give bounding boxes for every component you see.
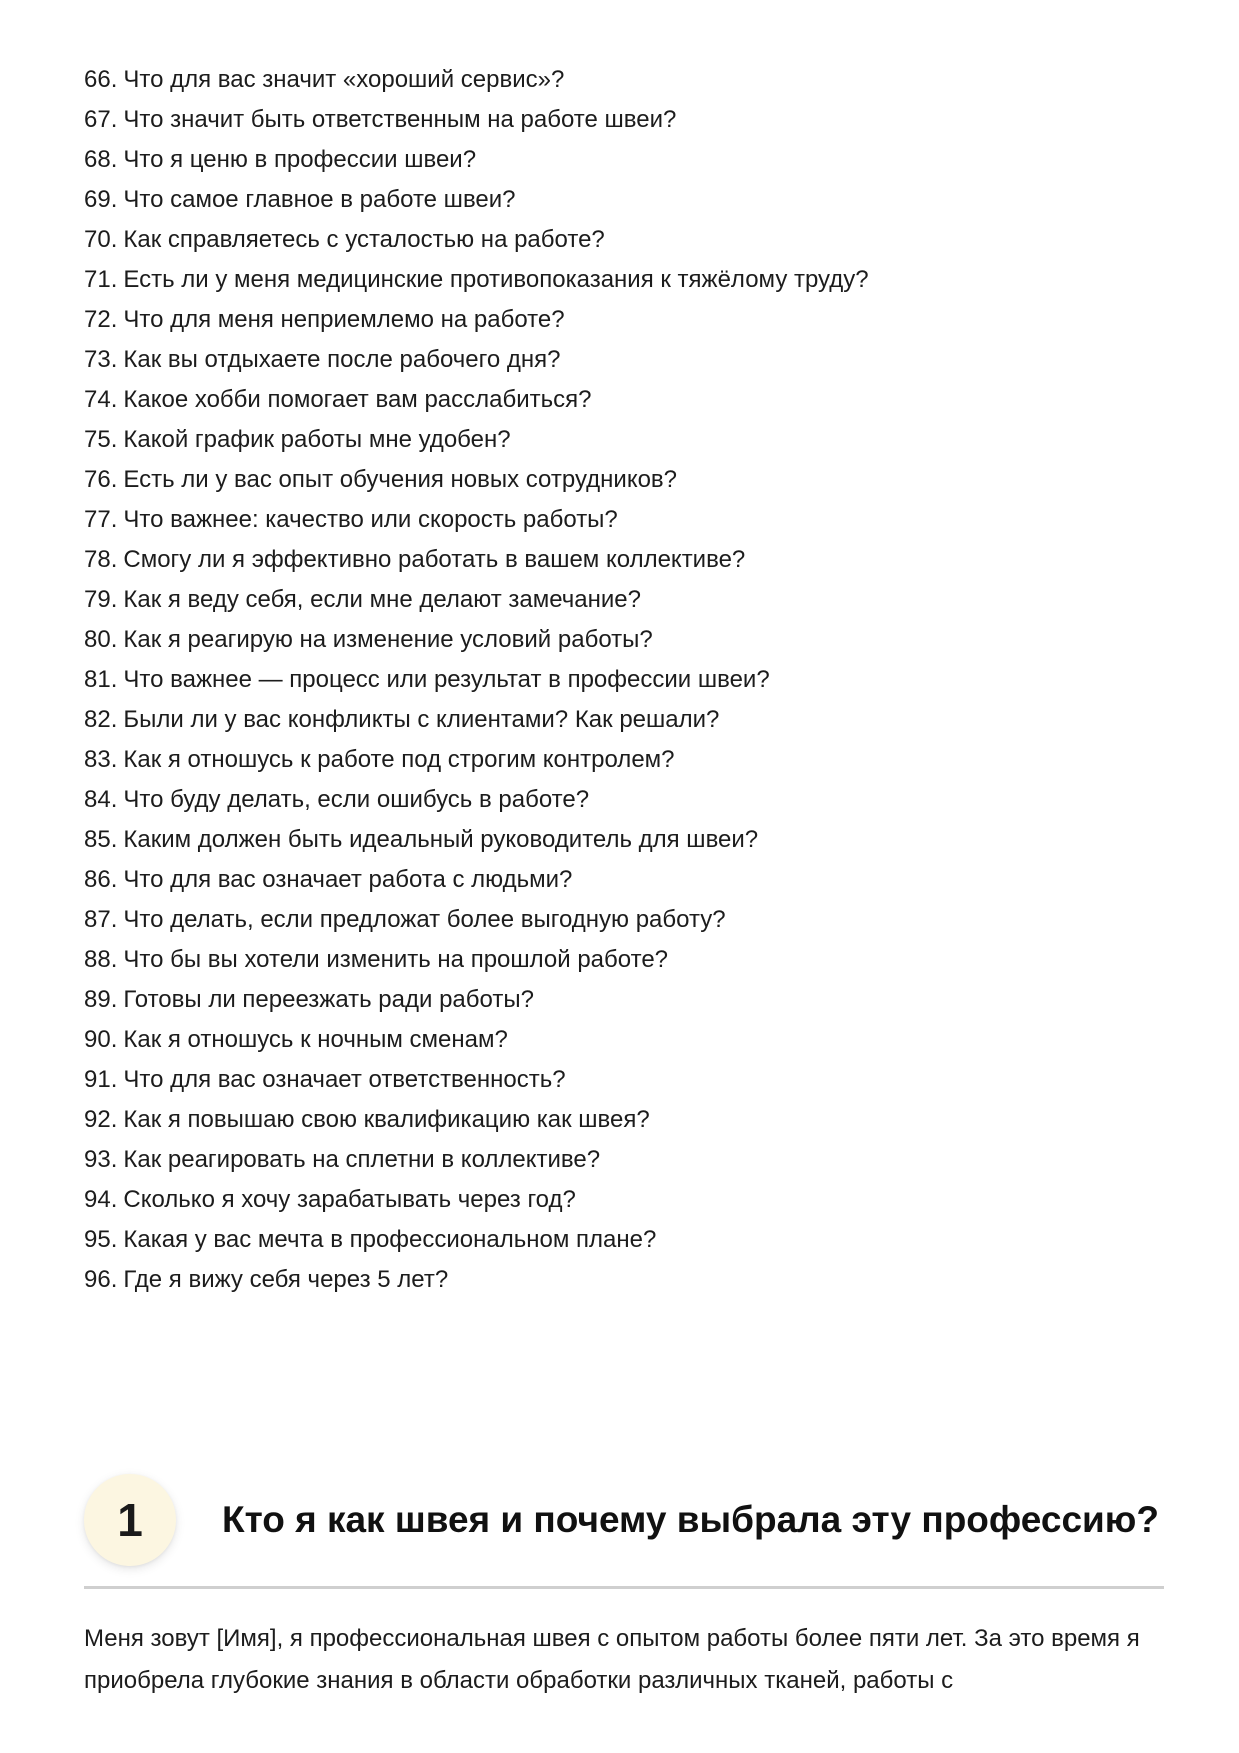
question-item [84, 860, 869, 900]
question-text: Есть ли у вас опыт обучения новых сотрудников? [123, 466, 678, 493]
section-title: Кто я как швея и почему выбрала эту профессию? [222, 1499, 1159, 1540]
question-item [84, 1180, 869, 1220]
question-item [84, 780, 869, 820]
question-number: 78. [84, 546, 118, 573]
question-number: 67. [84, 106, 118, 133]
question-number: 80. [84, 626, 118, 653]
question-list [84, 60, 869, 1300]
question-item [84, 580, 869, 620]
question-text: Готовы ли переезжать ради работы? [123, 986, 534, 1013]
section-number-badge: 1 [84, 1474, 176, 1566]
document-page [84, 0, 1164, 1753]
question-item [84, 60, 869, 100]
question-text: Что значит быть ответственным на работе швеи? [123, 106, 677, 133]
question-number: 81. [84, 666, 118, 693]
intro-paragraph: Меня зовут [Имя], я профессиональная швея с опытом работы более пяти лет. За это время я приобрела глубокие знания в области обработки различных тканей, работы с [84, 1625, 1140, 1694]
question-number: 94. [84, 1186, 118, 1213]
question-text: Как я отношусь к ночным сменам? [123, 1026, 508, 1053]
question-text: Сколько я хочу зарабатывать через год? [123, 1186, 576, 1213]
question-number: 66. [84, 66, 118, 93]
question-number: 74. [84, 386, 118, 413]
section-header [84, 1474, 1164, 1589]
question-text: Были ли у вас конфликты с клиентами? Как решали? [123, 706, 720, 733]
question-item [84, 700, 869, 740]
question-item [84, 100, 869, 140]
question-number: 95. [84, 1226, 118, 1253]
question-item [84, 740, 869, 780]
question-number: 87. [84, 906, 118, 933]
question-number: 96. [84, 1266, 118, 1293]
question-text: Как я повышаю свою квалификацию как швея? [123, 1106, 650, 1133]
question-number: 90. [84, 1026, 118, 1053]
question-text: Что для вас означает ответственность? [123, 1066, 566, 1093]
question-text: Как я веду себя, если мне делают замечание? [123, 586, 641, 613]
question-text: Есть ли у меня медицинские противопоказания к тяжёлому труду? [123, 266, 869, 293]
question-number: 79. [84, 586, 118, 613]
question-text: Что для вас означает работа с людьми? [123, 866, 573, 893]
question-number: 86. [84, 866, 118, 893]
question-text: Что я ценю в профессии швеи? [123, 146, 477, 173]
question-text: Как реагировать на сплетни в коллективе? [123, 1146, 601, 1173]
question-number: 72. [84, 306, 118, 333]
question-text: Что важнее — процесс или результат в профессии швеи? [123, 666, 770, 693]
question-number: 83. [84, 746, 118, 773]
question-number: 71. [84, 266, 118, 293]
question-number: 89. [84, 986, 118, 1013]
question-item [84, 220, 869, 260]
question-item [84, 620, 869, 660]
question-text: Где я вижу себя через 5 лет? [123, 1266, 449, 1293]
question-item [84, 820, 869, 860]
question-item [84, 1140, 869, 1180]
question-item [84, 500, 869, 540]
question-number: 68. [84, 146, 118, 173]
question-text: Как я отношусь к работе под строгим контролем? [123, 746, 675, 773]
question-text: Как вы отдыхаете после рабочего дня? [123, 346, 561, 373]
question-item [84, 460, 869, 500]
question-item [84, 340, 869, 380]
question-number: 70. [84, 226, 118, 253]
question-item [84, 380, 869, 420]
question-item [84, 180, 869, 220]
question-text: Что делать, если предложат более выгодную работу? [123, 906, 726, 933]
question-number: 69. [84, 186, 118, 213]
question-item [84, 1260, 869, 1300]
question-text: Каким должен быть идеальный руководитель для швеи? [123, 826, 759, 853]
question-item [84, 660, 869, 700]
question-text: Смогу ли я эффективно работать в вашем коллективе? [123, 546, 746, 573]
question-text: Что для вас значит «хороший сервис»? [123, 66, 565, 93]
question-item [84, 1220, 869, 1260]
question-number: 88. [84, 946, 118, 973]
question-number: 82. [84, 706, 118, 733]
question-item [84, 940, 869, 980]
question-item [84, 900, 869, 940]
question-item [84, 1100, 869, 1140]
question-number: 84. [84, 786, 118, 813]
question-text: Что буду делать, если ошибусь в работе? [123, 786, 590, 813]
question-text: Что бы вы хотели изменить на прошлой работе? [123, 946, 669, 973]
question-text: Какая у вас мечта в профессиональном плане? [123, 1226, 657, 1253]
question-item [84, 140, 869, 180]
question-item [84, 1020, 869, 1060]
question-number: 76. [84, 466, 118, 493]
question-text: Что важнее: качество или скорость работы? [123, 506, 618, 533]
question-item [84, 300, 869, 340]
question-text: Что для меня неприемлемо на работе? [123, 306, 565, 333]
question-item [84, 980, 869, 1020]
question-number: 93. [84, 1146, 118, 1173]
question-number: 91. [84, 1066, 118, 1093]
question-number: 73. [84, 346, 118, 373]
question-item [84, 260, 869, 300]
question-text: Что самое главное в работе швеи? [123, 186, 516, 213]
question-item [84, 1060, 869, 1100]
question-item [84, 420, 869, 460]
question-item [84, 540, 869, 580]
question-number: 75. [84, 426, 118, 453]
question-text: Какое хобби помогает вам расслабиться? [123, 386, 592, 413]
question-text: Как я реагирую на изменение условий работы? [123, 626, 653, 653]
question-number: 92. [84, 1106, 118, 1133]
question-number: 85. [84, 826, 118, 853]
question-text: Как справляетесь с усталостью на работе? [123, 226, 605, 253]
question-text: Какой график работы мне удобен? [123, 426, 511, 453]
question-number: 77. [84, 506, 118, 533]
